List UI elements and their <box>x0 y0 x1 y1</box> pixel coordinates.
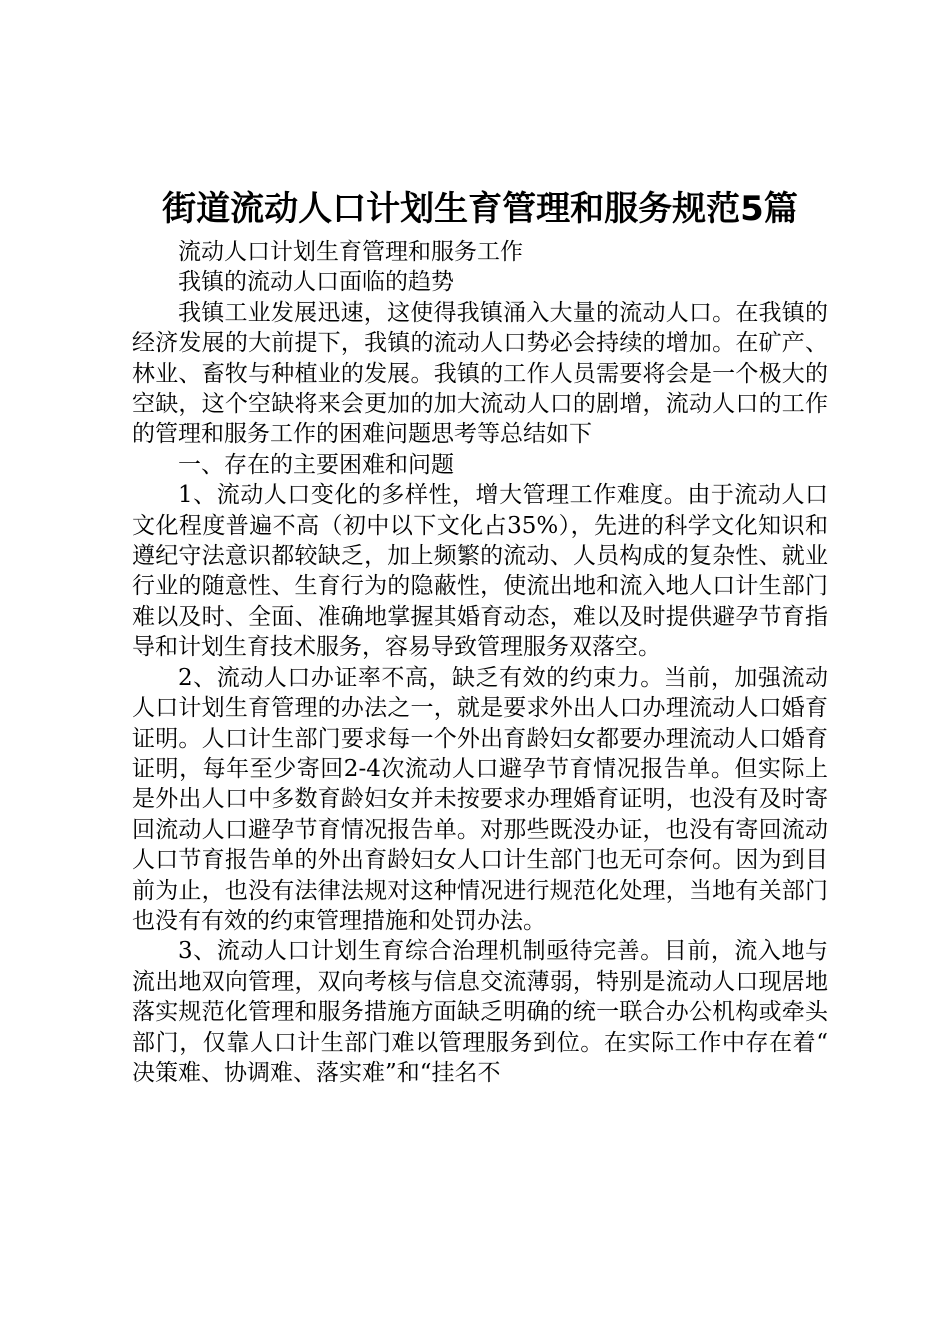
paragraph-intro: 我镇工业发展迅速，这使得我镇涌入大量的流动人口。在我镇的经济发展的大前提下，我镇的流动人口势必会持续的增加。在矿产、林业、畜牧与种植业的发展。我镇的工作人员需要将会是一个极大的空缺，这个空缺将来会更加的加大流动人口的剧增，流动人口的工作的管理和服务工作的困难问题思考等总结如下 <box>132 299 828 448</box>
paragraph-subtitle-1: 流动人口计划生育管理和服务工作 <box>178 239 523 265</box>
paragraph-point-1: 1、流动人口变化的多样性，增大管理工作难度。由于流动人口文化程度普遍不高（初中以下文化占35%），先进的科学文化知识和遵纪守法意识都较缺乏，加上频繁的流动、人员构成的复杂性、就业行业的随意性、生育行为的隐蔽性，使流出地和流入地人口计生部门难以及时、全面、准确地掌握其婚育动态，难以及时提供避孕节育指导和计划生育技术服务，容易导致管理服务双落空。 <box>132 482 828 661</box>
section-heading-problems: 一、存在的主要困难和问题 <box>178 451 454 478</box>
paragraph-point-2: 2、流动人口办证率不高，缺乏有效的约束力。当前，加强流动人口计划生育管理的办法之一，就是要求外出人口办理流动人口婚育证明。人口计生部门要求每一个外出育龄妇女都要办理流动人口婚育证明，每年至少寄回2-4次流动人口避孕节育情况报告单。但实际上是外出人口中多数育龄妇女并未按要求办理婚育证明，也没有及时寄回流动人口避孕节育情况报告单。对那些既没办证，也没有寄回流动人口节育报告单的外出育龄妇女人口计生部门也无可奈何。因为到目前为止，也没有法律法规对这种情况进行规范化处理，当地有关部门也没有有效的约束管理措施和处罚办法。 <box>132 664 828 934</box>
paragraph-subtitle-2: 我镇的流动人口面临的趋势 <box>178 269 454 296</box>
document-page <box>132 185 828 1088</box>
document-title: 街道流动人口计划生育管理和服务规范5篇 <box>162 189 798 229</box>
paragraph-point-3: 3、流动人口计划生育综合治理机制亟待完善。目前，流入地与流出地双向管理，双向考核与信息交流薄弱，特别是流动人口现居地落实规范化管理和服务措施方面缺乏明确的统一联合办公机构或牵头部门，仅靠人口计生部门难以管理服务到位。在实际工作中存在着“决策难、协调难、落实难”和“挂名不 <box>132 938 828 1086</box>
